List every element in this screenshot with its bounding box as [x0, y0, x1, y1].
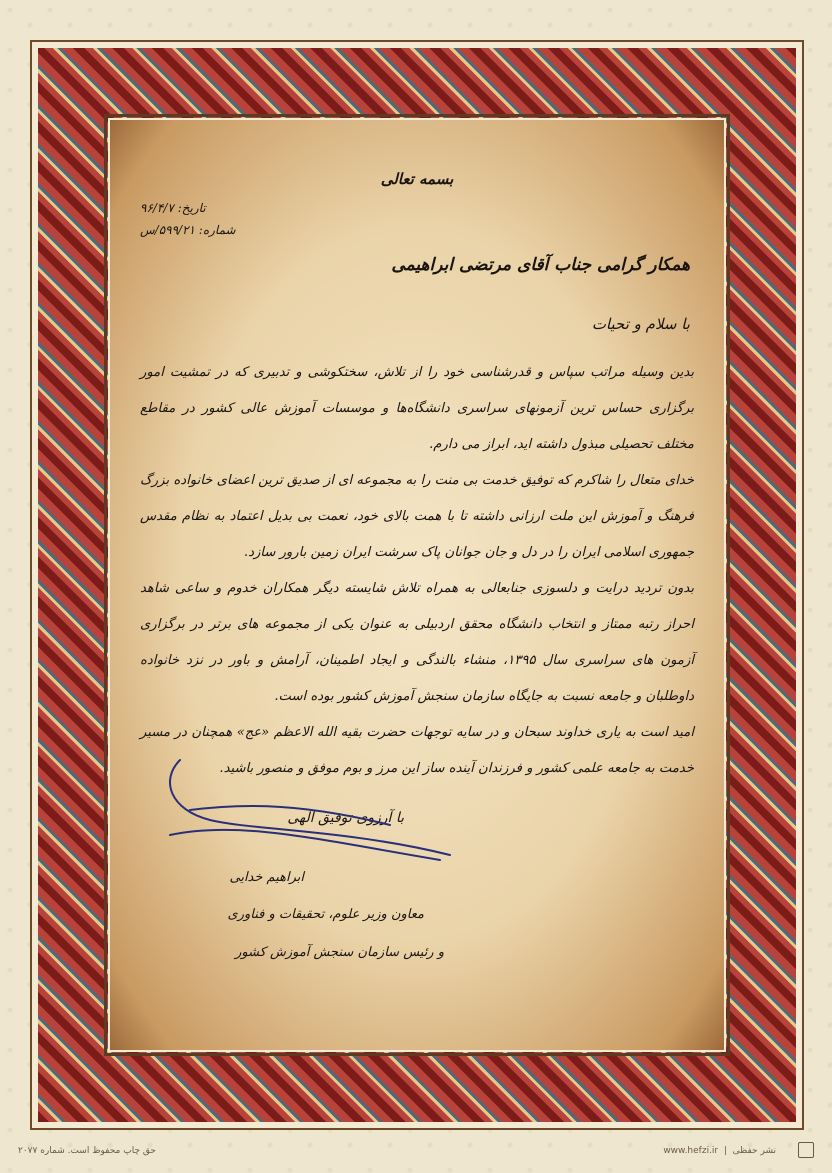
letter-meta	[140, 197, 236, 241]
letter-body	[140, 355, 694, 787]
paragraph-4: امید است به یاری خداوند سبحان و در سایه توجهات حضرت بقیه الله الاعظم «عج» همچنان در مسیر خدمت به جامعه علمی کشور و فرزندان آینده ساز این مرز و بوم موفق و منصور باشید.	[140, 725, 694, 776]
paragraph-2: خدای متعال را شاکرم که توفیق خدمت بی منت را به مجموعه ای از صدیق ترین اعضای خانواده بزرگ فرهنگ و آموزش این ملت ارزانی داشته تا با همت بالای خود، نعمت بی بدیل اعتماد به نظام مقدس جمهوری اسلامی ایران را در دل و جان جوانان پاک سرشت ایران زمین بارور سازد.	[140, 473, 694, 560]
publisher-logo-icon	[798, 1142, 814, 1158]
footer-copyright: حق چاپ محفوظ است. شماره ۲۰۷۷	[18, 1146, 156, 1156]
signer-name: ابراهیم خدایی	[229, 870, 304, 885]
letter-heading: بسمه تعالی	[380, 170, 454, 188]
letter-date: تاریخ: ۹۶/۴/۷	[140, 201, 206, 215]
signer-position-1: معاون وزیر علوم، تحقیقات و فناوری	[227, 907, 424, 922]
letter-number: شماره: ۵۹۹/۲۱/س	[140, 223, 236, 237]
addressee: همکار گرامی جناب آقای مرتضی ابراهیمی	[391, 255, 690, 275]
greeting: با سلام و تحیات	[591, 315, 690, 333]
closing-line: با آرزوی توفیق الهی	[287, 810, 404, 826]
paragraph-3: بدون تردید درایت و دلسوزی جنابعالی به همراه تلاش شایسته دیگر همکاران خدوم و ساعی شاهد احراز رتبه ممتاز و انتخاب دانشگاه محقق اردبیلی به عنوان یکی از مجموعه های برتر در برگزاری آزمون های سراسری سال ۱۳۹۵، منشاء بالندگی و ایجاد اطمینان، آرامش و باور در نزد خانواده داوطلبان و جامعه نسبت به جایگاه سازمان سنجش آموزش کشور بوده است.	[140, 581, 694, 704]
handwritten-signature	[150, 750, 470, 870]
letter-content	[140, 150, 694, 1020]
paragraph-1: بدین وسیله مراتب سپاس و قدرشناسی خود را از تلاش، سختکوشی و تدبیری که در تمشیت امور برگزاری حساس ترین آزمونهای سراسری دانشگاه‌ها و موسسات آموزش عالی کشور در مقاطع مختلف تحصیلی مبذول داشته اید، ابراز می دارم.	[140, 365, 694, 452]
footer-publisher: نشر حفظی	[732, 1146, 776, 1156]
footer-website: www.hefzi.ir | نشر حفظی	[663, 1146, 776, 1156]
page-footer	[0, 1140, 832, 1162]
signer-position-2: و رئیس سازمان سنجش آموزش کشور	[235, 945, 444, 960]
footer-website-url: www.hefzi.ir	[663, 1146, 719, 1156]
